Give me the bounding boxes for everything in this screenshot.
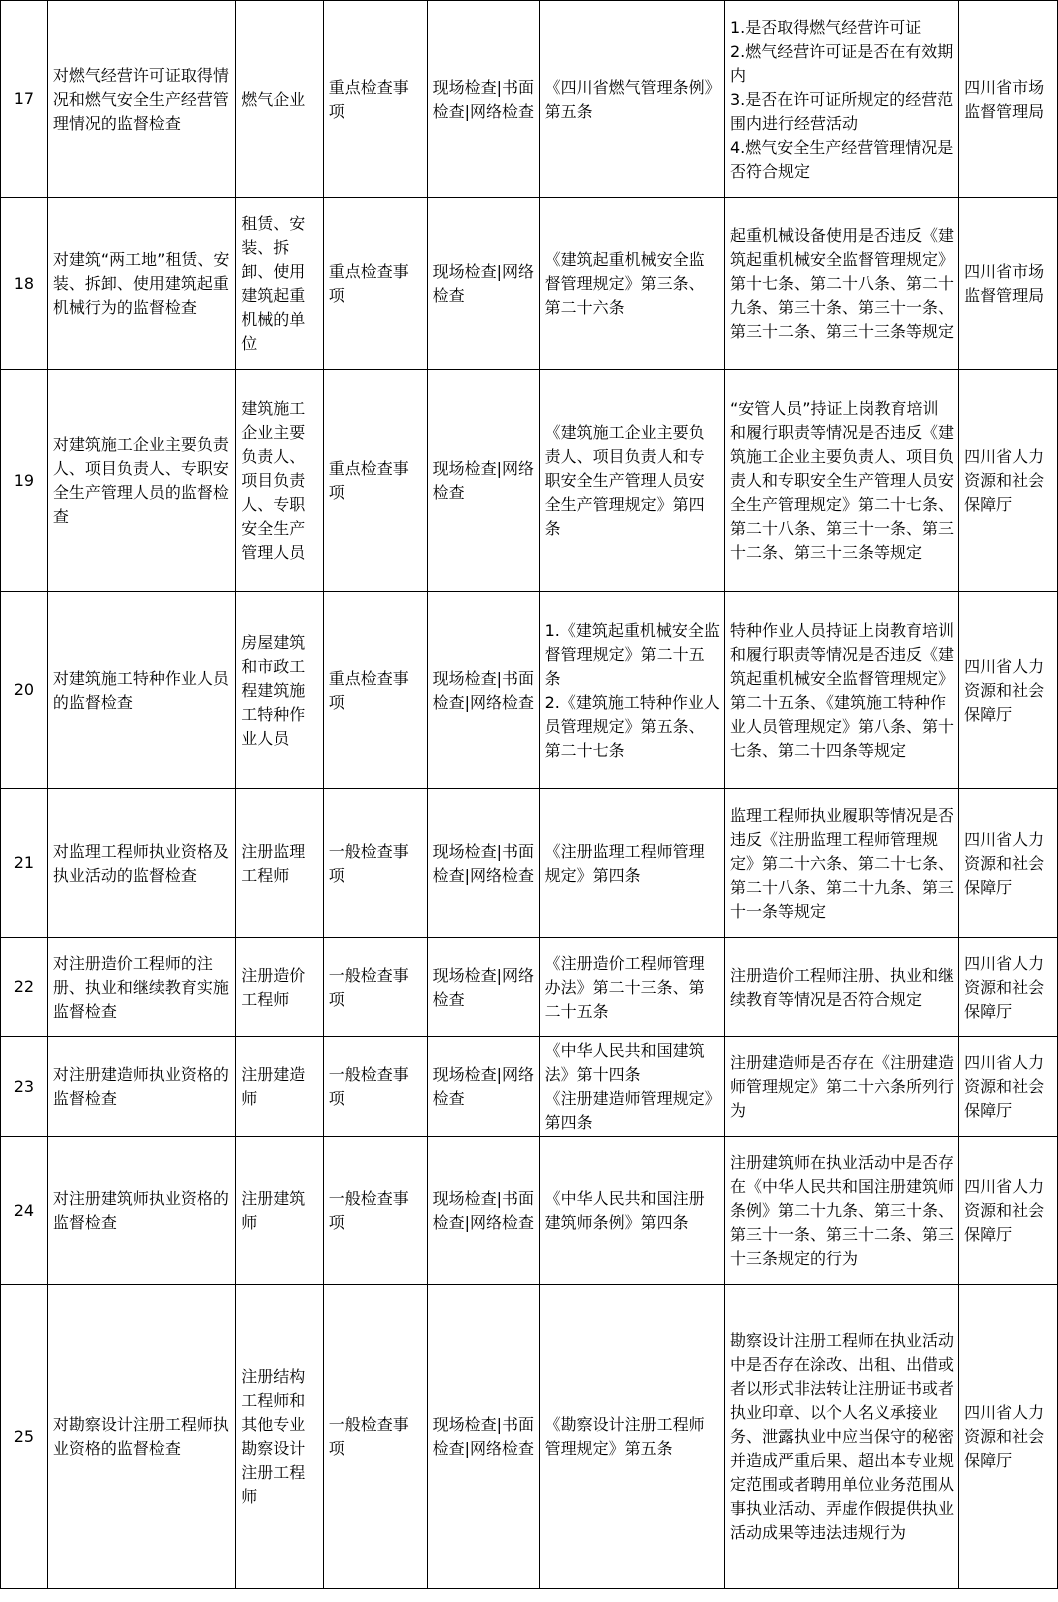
- inspection-category: 重点检查事项: [323, 1, 427, 198]
- inspection-category: 重点检查事项: [323, 198, 427, 370]
- inspection-category: 一般检查事项: [323, 938, 427, 1037]
- inspection-category: 重点检查事项: [323, 370, 427, 592]
- inspection-category: 重点检查事项: [323, 592, 427, 789]
- inspection-object: 注册建筑师: [236, 1137, 324, 1285]
- responsible-department: 四川省人力资源和社会保障厅: [959, 938, 1058, 1037]
- row-number: 22: [1, 938, 48, 1037]
- row-number: 18: [1, 198, 48, 370]
- table-row: [1, 370, 1058, 592]
- table-row: [1, 1, 1058, 198]
- legal-basis: 《注册造价工程师管理办法》第二十三条、第二十五条: [539, 938, 724, 1037]
- inspection-object: 燃气企业: [236, 1, 324, 198]
- responsible-department: 四川省人力资源和社会保障厅: [959, 592, 1058, 789]
- inspection-content: “安管人员”持证上岗教育培训和履行职责等情况是否违反《建筑施工企业主要负责人、项目负责人和专职安全生产管理人员安全生产管理规定》第二十七条、第二十八条、第三十一条、第三十二条、第三十三条等规定: [724, 370, 958, 592]
- responsible-department: 四川省人力资源和社会保障厅: [959, 1285, 1058, 1589]
- table-row: [1, 1285, 1058, 1589]
- inspection-item: 对建筑“两工地”租赁、安装、拆卸、使用建筑起重机械行为的监督检查: [47, 198, 235, 370]
- inspection-method: 现场检查|书面检查|网络检查: [427, 789, 539, 938]
- row-number: 20: [1, 592, 48, 789]
- responsible-department: 四川省人力资源和社会保障厅: [959, 370, 1058, 592]
- inspection-item: 对燃气经营许可证取得情况和燃气安全生产经营管理情况的监督检查: [47, 1, 235, 198]
- inspection-method: 现场检查|网络检查: [427, 198, 539, 370]
- inspection-object: 注册建造师: [236, 1037, 324, 1137]
- responsible-department: 四川省人力资源和社会保障厅: [959, 1137, 1058, 1285]
- row-number: 21: [1, 789, 48, 938]
- row-number: 24: [1, 1137, 48, 1285]
- legal-basis: 《建筑起重机械安全监督管理规定》第三条、第二十六条: [539, 198, 724, 370]
- inspection-content: 监理工程师执业履职等情况是否违反《注册监理工程师管理规定》第二十六条、第二十七条、第二十八条、第二十九条、第三十一条等规定: [724, 789, 958, 938]
- table-row: [1, 938, 1058, 1037]
- inspection-object: 房屋建筑和市政工程建筑施工特种作业人员: [236, 592, 324, 789]
- inspection-method: 现场检查|书面检查|网络检查: [427, 1137, 539, 1285]
- legal-basis: 《四川省燃气管理条例》第五条: [539, 1, 724, 198]
- inspection-item: 对注册建造师执业资格的监督检查: [47, 1037, 235, 1137]
- legal-basis: 《勘察设计注册工程师管理规定》第五条: [539, 1285, 724, 1589]
- legal-basis: 1.《建筑起重机械安全监督管理规定》第二十五条 2.《建筑施工特种作业人员管理规定》第五条、第二十七条: [539, 592, 724, 789]
- responsible-department: 四川省市场监督管理局: [959, 198, 1058, 370]
- inspection-method: 现场检查|书面检查|网络检查: [427, 592, 539, 789]
- row-number: 19: [1, 370, 48, 592]
- inspection-object: 建筑施工企业主要负责人、项目负责人、专职安全生产管理人员: [236, 370, 324, 592]
- inspection-method: 现场检查|网络检查: [427, 1037, 539, 1137]
- inspection-category: 一般检查事项: [323, 1037, 427, 1137]
- inspection-object: 租赁、安装、拆卸、使用建筑起重机械的单位: [236, 198, 324, 370]
- legal-basis: 《建筑施工企业主要负责人、项目负责人和专职安全生产管理人员安全生产管理规定》第四条: [539, 370, 724, 592]
- inspection-object: 注册结构工程师和其他专业勘察设计注册工程师: [236, 1285, 324, 1589]
- inspection-item: 对注册造价工程师的注册、执业和继续教育实施监督检查: [47, 938, 235, 1037]
- inspection-object: 注册监理工程师: [236, 789, 324, 938]
- inspection-item: 对注册建筑师执业资格的监督检查: [47, 1137, 235, 1285]
- legal-basis: 《注册监理工程师管理规定》第四条: [539, 789, 724, 938]
- inspection-content: 注册建造师是否存在《注册建造师管理规定》第二十六条所列行为: [724, 1037, 958, 1137]
- row-number: 17: [1, 1, 48, 198]
- inspection-item: 对监理工程师执业资格及执业活动的监督检查: [47, 789, 235, 938]
- responsible-department: 四川省市场监督管理局: [959, 1, 1058, 198]
- inspection-item: 对建筑施工企业主要负责人、项目负责人、专职安全生产管理人员的监督检查: [47, 370, 235, 592]
- inspection-content: 起重机械设备使用是否违反《建筑起重机械安全监督管理规定》第十七条、第二十八条、第二十九条、第三十条、第三十一条、第三十二条、第三十三条等规定: [724, 198, 958, 370]
- inspection-category: 一般检查事项: [323, 1285, 427, 1589]
- table-row: [1, 1037, 1058, 1137]
- inspection-content: 勘察设计注册工程师在执业活动中是否存在涂改、出租、出借或者以形式非法转让注册证书或者执业印章、以个人名义承接业务、泄露执业中应当保守的秘密并造成严重后果、超出本专业规定范围或者聘用单位业务范围从事执业活动、弄虚作假提供执业活动成果等违法违规行为: [724, 1285, 958, 1589]
- responsible-department: 四川省人力资源和社会保障厅: [959, 1037, 1058, 1137]
- inspection-method: 现场检查|网络检查: [427, 938, 539, 1037]
- inspection-content: 特种作业人员持证上岗教育培训和履行职责等情况是否违反《建筑起重机械安全监督管理规定》第二十五条、《建筑施工特种作业人员管理规定》第八条、第十七条、第二十四条等规定: [724, 592, 958, 789]
- table-row: [1, 789, 1058, 938]
- legal-basis: 《中华人民共和国建筑法》第十四条 《注册建造师管理规定》第四条: [539, 1037, 724, 1137]
- row-number: 25: [1, 1285, 48, 1589]
- inspection-content: 1.是否取得燃气经营许可证 2.燃气经营许可证是否在有效期内 3.是否在许可证所规定的经营范围内进行经营活动 4.燃气安全生产经营管理情况是否符合规定: [724, 1, 958, 198]
- inspection-method: 现场检查|网络检查: [427, 370, 539, 592]
- inspection-category: 一般检查事项: [323, 789, 427, 938]
- inspection-category: 一般检查事项: [323, 1137, 427, 1285]
- inspection-content: 注册造价工程师注册、执业和继续教育等情况是否符合规定: [724, 938, 958, 1037]
- table-row: [1, 198, 1058, 370]
- row-number: 23: [1, 1037, 48, 1137]
- table-row: [1, 1137, 1058, 1285]
- inspection-method: 现场检查|书面检查|网络检查: [427, 1, 539, 198]
- inspection-item: 对建筑施工特种作业人员的监督检查: [47, 592, 235, 789]
- legal-basis: 《中华人民共和国注册建筑师条例》第四条: [539, 1137, 724, 1285]
- inspection-content: 注册建筑师在执业活动中是否存在《中华人民共和国注册建筑师条例》第二十九条、第三十条、第三十一条、第三十二条、第三十三条规定的行为: [724, 1137, 958, 1285]
- inspection-method: 现场检查|书面检查|网络检查: [427, 1285, 539, 1589]
- responsible-department: 四川省人力资源和社会保障厅: [959, 789, 1058, 938]
- inspection-object: 注册造价工程师: [236, 938, 324, 1037]
- inspection-item: 对勘察设计注册工程师执业资格的监督检查: [47, 1285, 235, 1589]
- table-row: [1, 592, 1058, 789]
